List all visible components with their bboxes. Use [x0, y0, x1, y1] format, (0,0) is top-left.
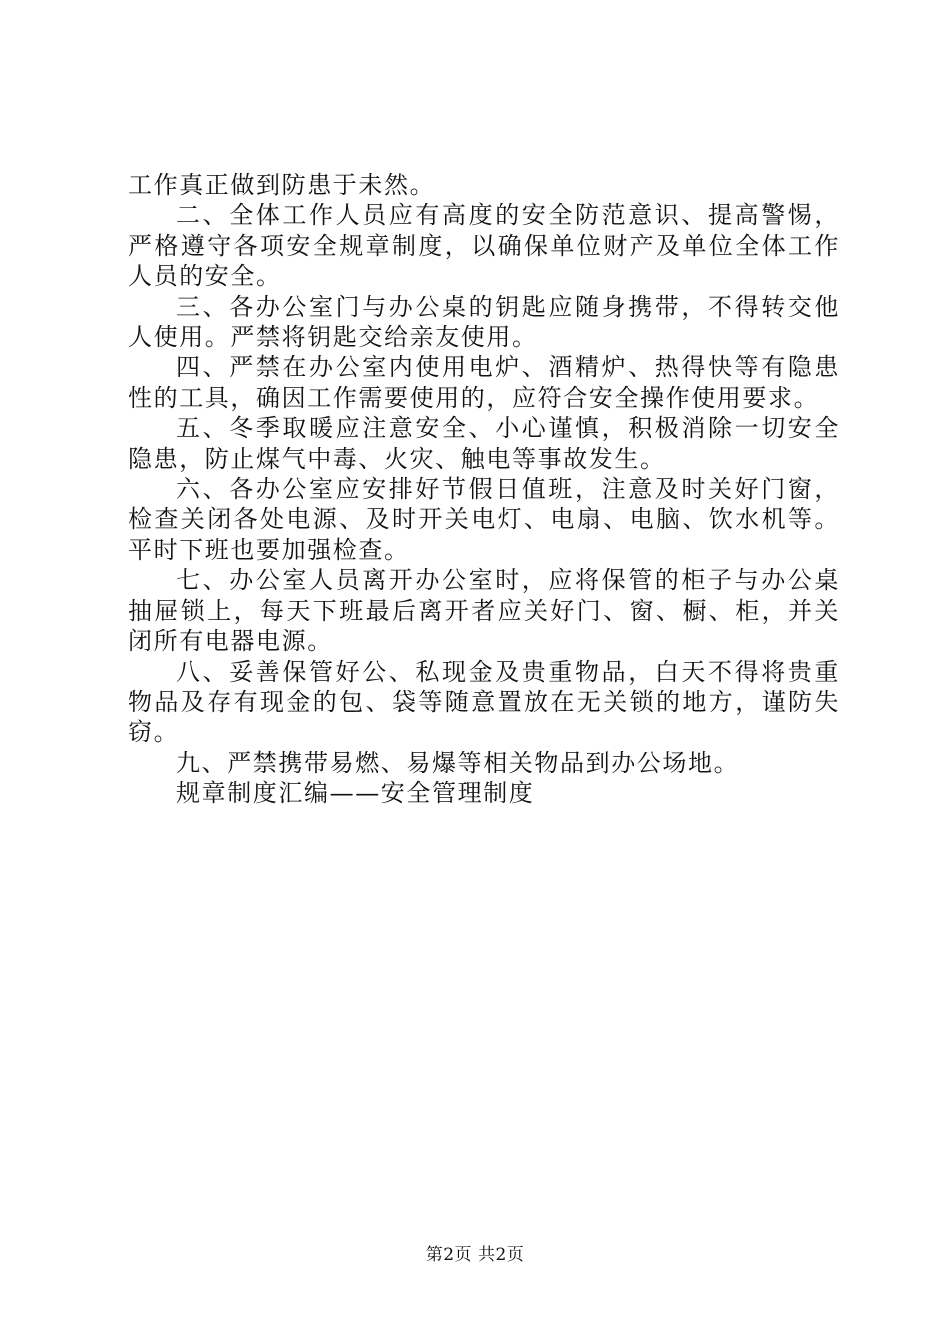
paragraph-item-9: 九、严禁携带易燃、易爆等相关物品到办公场地。	[176, 748, 740, 777]
page-number-footer: 第2页 共2页	[425, 1245, 525, 1265]
section-heading: 规章制度汇编——安全管理制度	[176, 779, 535, 808]
paragraph-item-2: 二、全体工作人员应有高度的安全防范意识、提高警惕，严格遵守各项安全规章制度，以确保单位财产及单位全体工作人员的安全。	[128, 201, 840, 291]
paragraph-item-3: 三、各办公室门与办公桌的钥匙应随身携带，不得转交他人使用。严禁将钥匙交给亲友使用。	[128, 292, 840, 352]
paragraph-item-7: 七、办公室人员离开办公室时，应将保管的柜子与办公桌抽屉锁上，每天下班最后离开者应关好门、窗、橱、柜，并关闭所有电器电源。	[128, 566, 840, 656]
paragraph-item-8: 八、妥善保管好公、私现金及贵重物品，白天不得将贵重物品及存有现金的包、袋等随意置放在无关锁的地方，谨防失窃。	[128, 657, 840, 747]
paragraph-item-5: 五、冬季取暖应注意安全、小心谨慎，积极消除一切安全隐患，防止煤气中毒、火灾、触电等事故发生。	[128, 414, 840, 473]
document-body	[128, 170, 840, 809]
paragraph-continuation: 工作真正做到防患于未然。	[128, 171, 436, 199]
paragraph-item-4: 四、严禁在办公室内使用电炉、酒精炉、热得快等有隐患性的工具，确因工作需要使用的，应符合安全操作使用要求。	[128, 353, 840, 412]
paragraph-item-6: 六、各办公室应安排好节假日值班，注意及时关好门窗，检查关闭各处电源、及时开关电灯、电扇、电脑、饮水机等。平时下班也要加强检查。	[128, 475, 840, 564]
